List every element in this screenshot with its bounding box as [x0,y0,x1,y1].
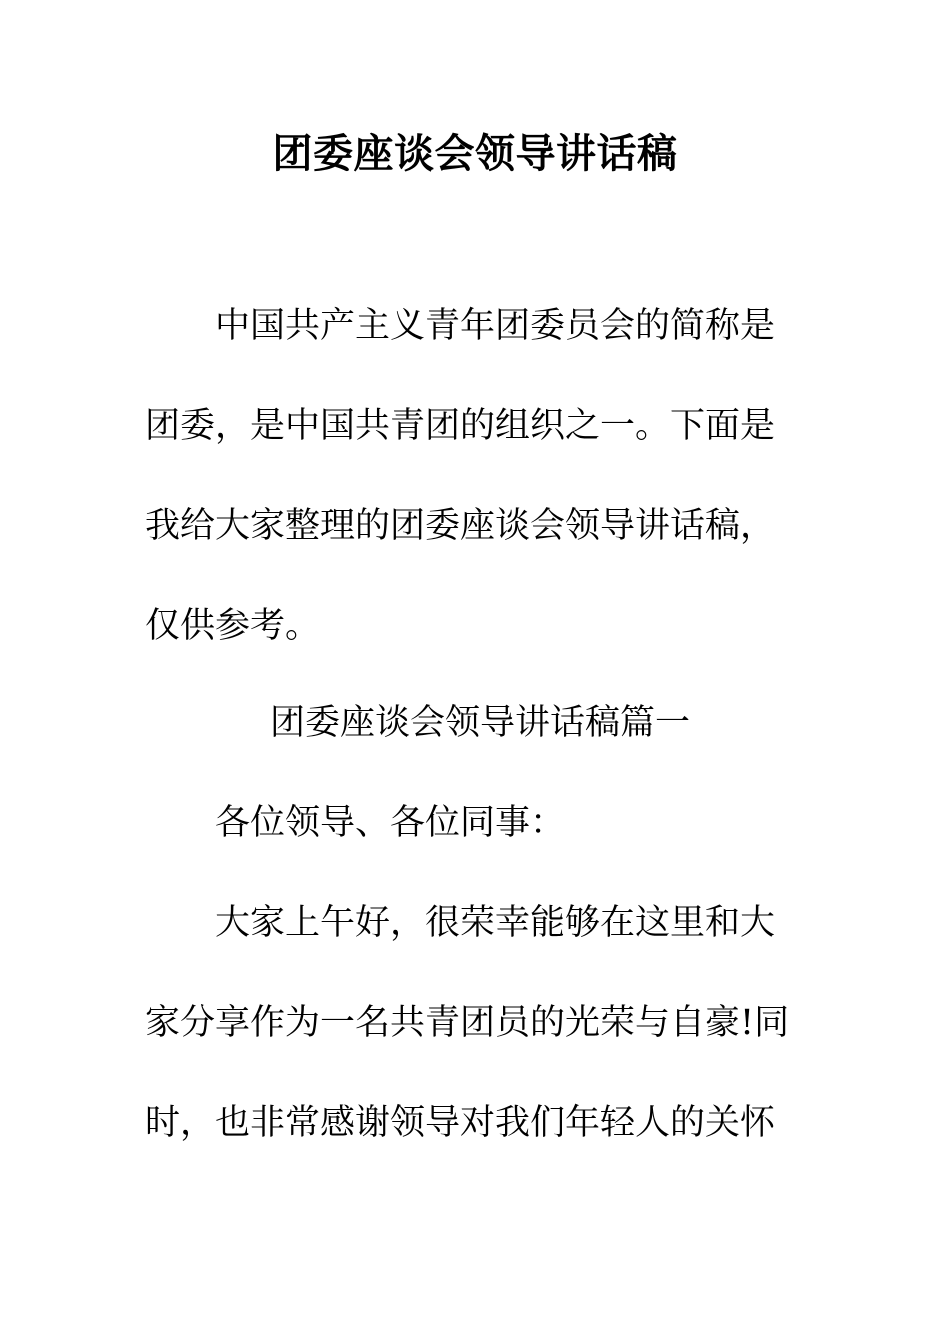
body-line-1: 大家上午好，很荣幸能够在这里和大 [215,903,776,943]
intro-line-2: 团委，是中国共青团的组织之一。下面是 [145,406,776,446]
document-title: 团委座谈会领导讲话稿 [272,130,678,177]
intro-line-3: 我给大家整理的团委座谈会领导讲话稿， [145,506,776,546]
salutation: 各位领导、各位同事： [215,803,566,843]
body-line-2: 家分享作为一名共青团员的光荣与自豪!同 [145,1003,790,1043]
intro-line-1: 中国共产主义青年团委员会的简称是 [215,306,776,346]
intro-line-4: 仅供参考。 [145,606,321,646]
section-heading: 团委座谈会领导讲话稿篇一 [270,703,691,743]
body-line-3: 时，也非常感谢领导对我们年轻人的关怀 [145,1103,776,1143]
